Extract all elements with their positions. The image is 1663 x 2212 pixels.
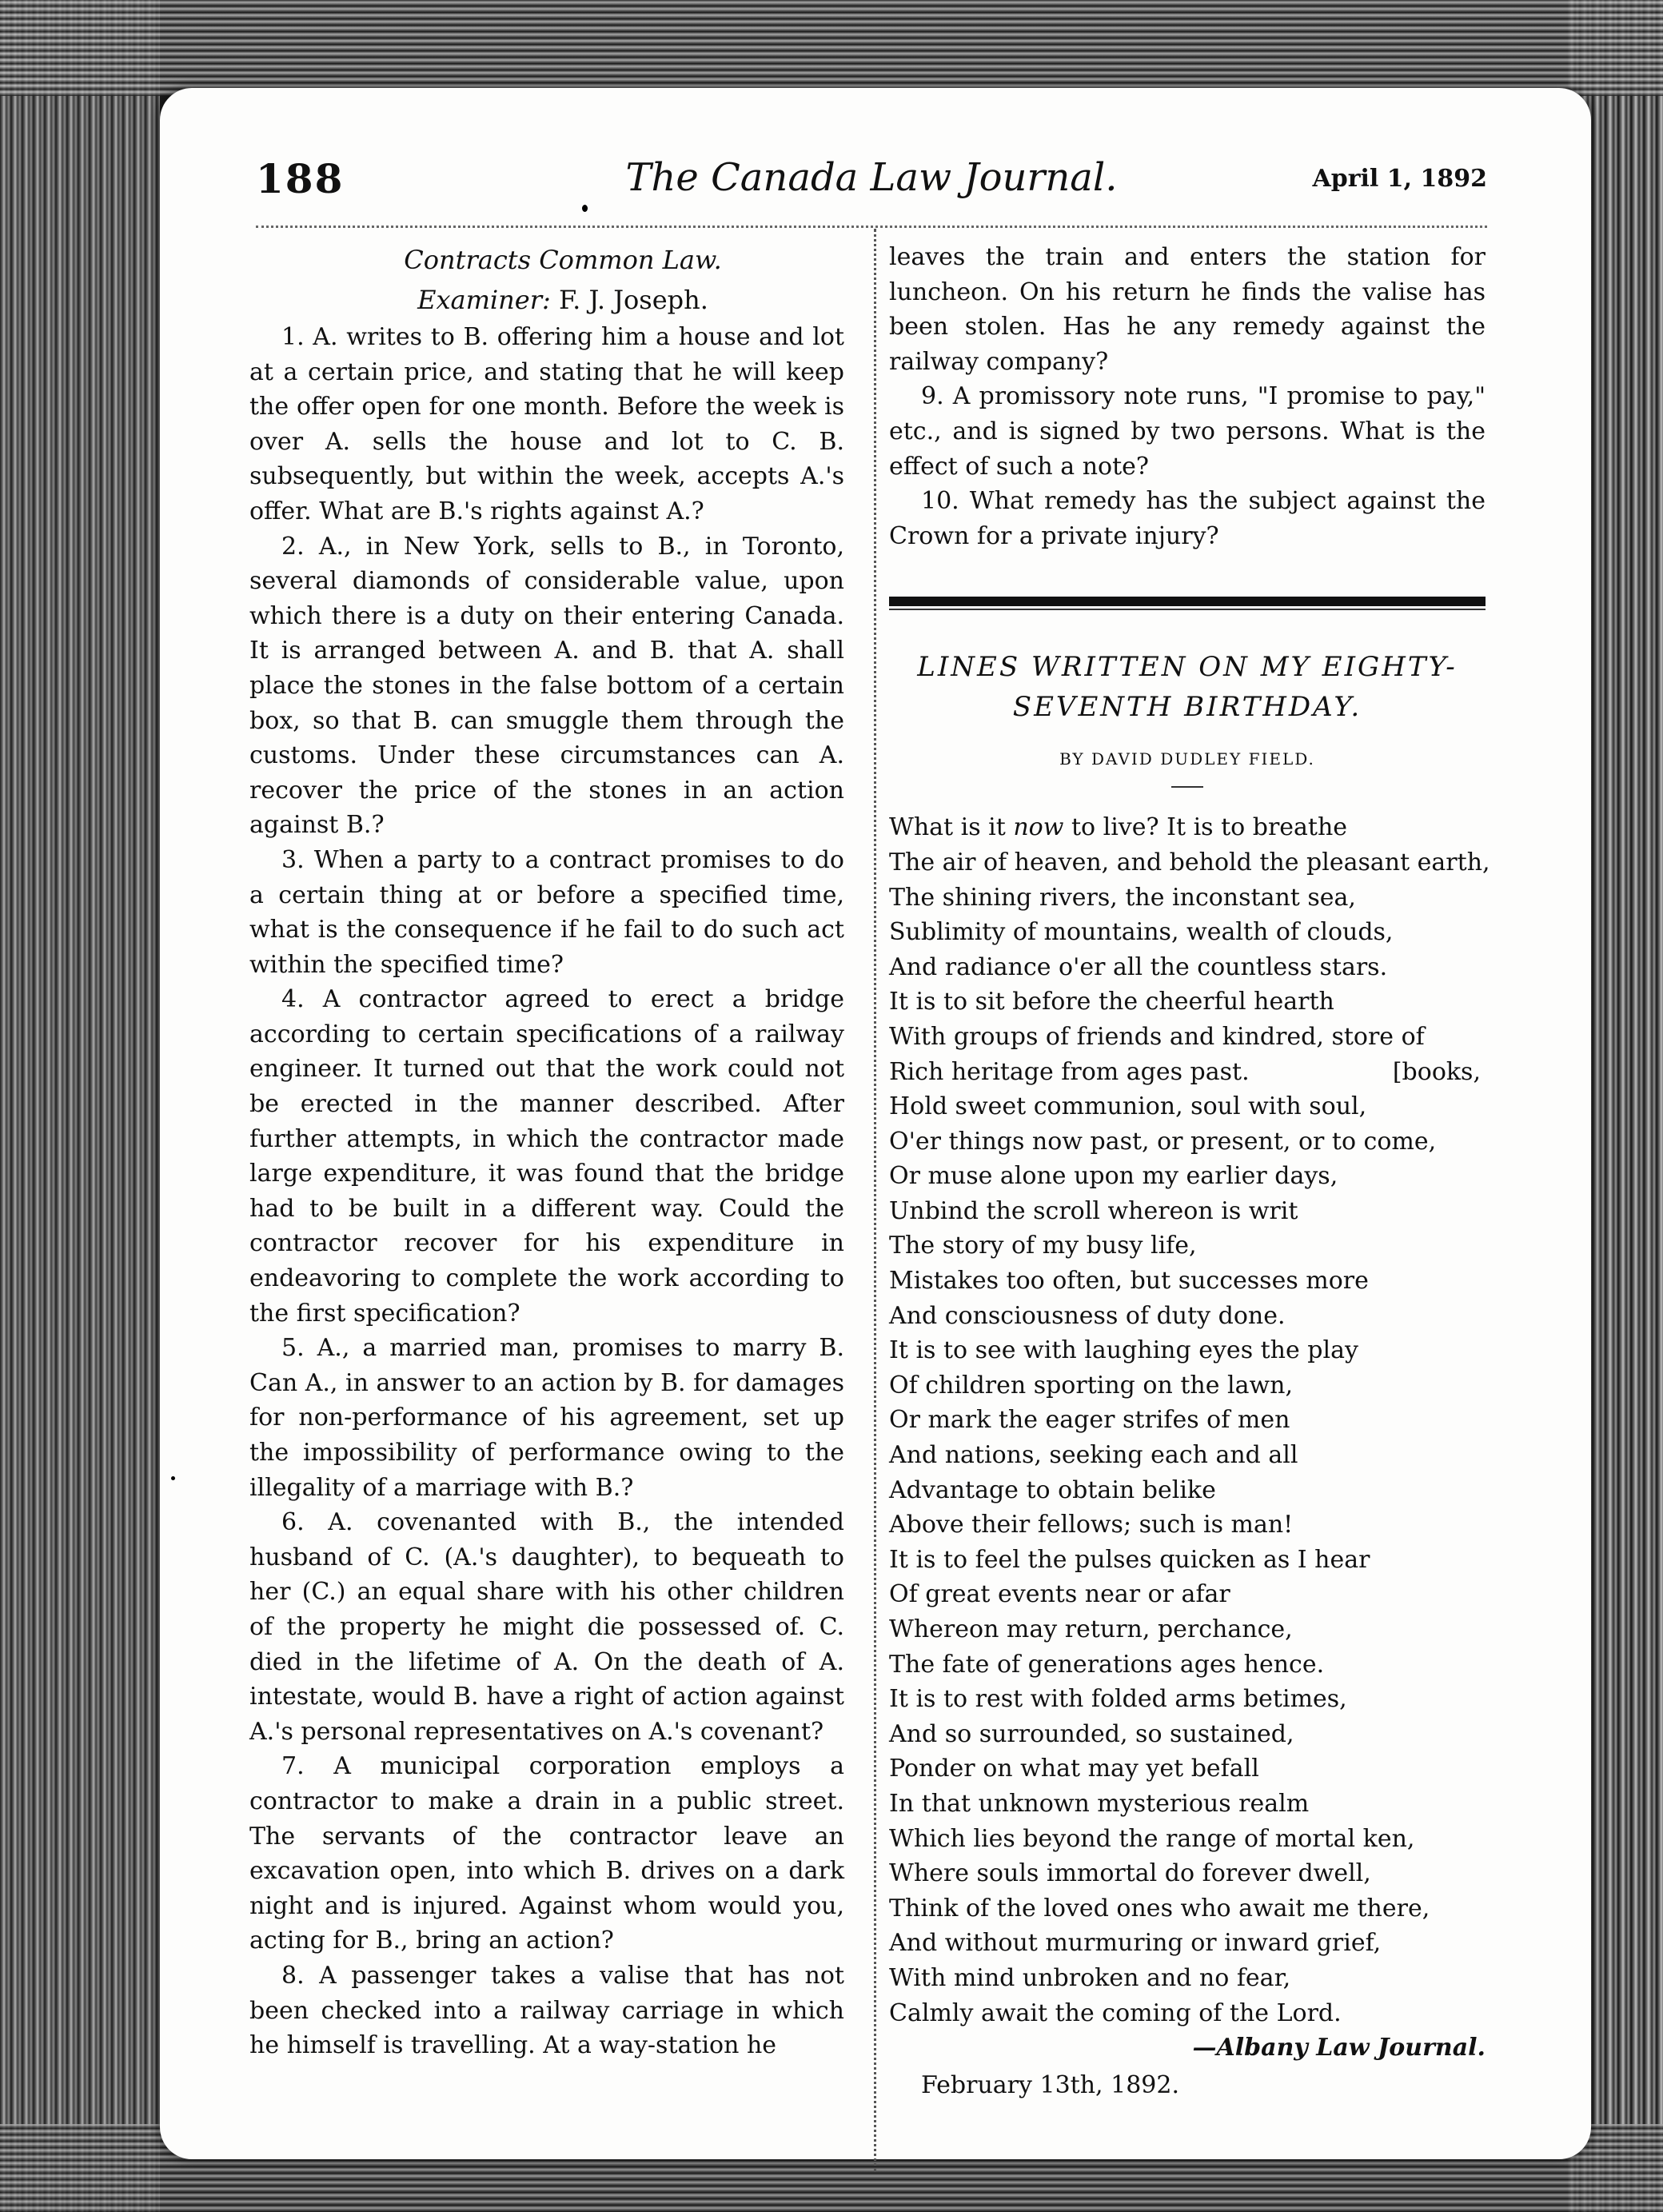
poem-line-1-start: What is it [889, 813, 1014, 842]
poem-line: O'er things now past, or present, or to come, [889, 1127, 1437, 1156]
question-1: 1. A. writes to B. offering him a house and lot at a certain price, and stating that he will keep the offer open for one month. Before the week is over A. sells the house and lot to C. B. subsequently, but within the week, accepts A.'s offer. What are B.'s rights against A.? [249, 323, 844, 525]
poem-line-with-overflow [889, 1055, 1486, 1090]
question-10: 10. What remedy has the subject against the Crown for a private injury? [889, 487, 1486, 550]
ink-speck [171, 1476, 175, 1480]
poem-line [889, 810, 1486, 845]
poem-line: The fate of generations ages hence. [889, 1650, 1325, 1679]
poem-line: Whereon may return, perchance, [889, 1615, 1293, 1643]
question-9: 9. A promissory note runs, "I promise to pay," etc., and is signed by two persons. What is the effect of such a note? [889, 382, 1486, 481]
poem-line: It is to sit before the cheerful hearth [889, 988, 1334, 1016]
poem-dateline: February 13th, 1892. [921, 2070, 1180, 2099]
poem-title-line-1: LINES WRITTEN ON MY EIGHTY- [917, 651, 1458, 684]
poem-line: It is to feel the pulses quicken as I hear [889, 1545, 1370, 1574]
poem-line: It is to rest with folded arms betimes, [889, 1685, 1347, 1714]
examiner-label: Examiner: [417, 285, 551, 315]
poem-byline: BY DAVID DUDLEY FIELD. [1059, 749, 1315, 769]
question-8-continued: leaves the train and enters the station for luncheon. On his return he finds the valise has been stolen. Has he any remedy against the railway company? [889, 243, 1486, 376]
poem-line: Rich heritage from ages past. [889, 1057, 1250, 1086]
poem-line: Calmly await the coming of the Lord. [889, 1998, 1342, 2027]
poem-overflow-word: [books, [1392, 1057, 1481, 1086]
examiner-name: F. J. Joseph. [558, 285, 708, 315]
poem-line: Ponder on what may yet befall [889, 1755, 1259, 1783]
poem-line-1-emphasis: now [1013, 813, 1064, 842]
poem-line: And consciousness of duty done. [889, 1301, 1286, 1330]
question-6: 6. A. covenanted with B., the intended husband of C. (A.'s daughter), to bequeath to her (C.) an equal share with his other children of the property he might die possessed of. C. died in the lifetime of A. On the death of A. intestate, would B. have a right of action against A.'s personal representatives on A.'s covenant? [249, 1508, 844, 1746]
left-column [249, 240, 844, 2063]
byline-rule [1171, 786, 1203, 788]
poem-line: With groups of friends and kindred, store of [889, 1022, 1425, 1051]
poem-line: Sublimity of mountains, wealth of clouds, [889, 918, 1394, 947]
poem-line: Where souls immortal do forever dwell, [889, 1859, 1371, 1888]
poem-line: Mistakes too often, but successes more [889, 1267, 1369, 1296]
issue-date: April 1, 1892 [1312, 165, 1487, 193]
section-separator-thick [889, 597, 1486, 606]
poem-line: Advantage to obtain belike [889, 1475, 1216, 1504]
poem-credit: —Albany Law Journal. [1192, 2034, 1486, 2062]
examiner-line [249, 280, 844, 320]
poem-line: Or mark the eager strifes of men [889, 1406, 1290, 1435]
column-divider [874, 229, 876, 2172]
poem-title-line-2: SEVENTH BIRTHDAY. [1012, 691, 1362, 724]
scan-edge-top [0, 0, 1663, 96]
poem-title [889, 647, 1486, 727]
poem-line: Of great events near or afar [889, 1580, 1230, 1609]
poem-line: The air of heaven, and behold the pleasant earth, [889, 848, 1490, 876]
poem-line: The shining rivers, the inconstant sea, [889, 883, 1356, 912]
poem-line: Which lies beyond the range of mortal ken, [889, 1824, 1415, 1853]
ink-speck [582, 205, 588, 212]
question-3: 3. When a party to a contract promises to do a certain thing at or before a specified time, what is the consequence if he fail to do such act within the specified time? [249, 845, 844, 979]
poem-line: The story of my busy life, [889, 1232, 1197, 1260]
poem-line: It is to see with laughing eyes the play [889, 1336, 1358, 1365]
poem-line: Hold sweet communion, soul with soul, [889, 1092, 1367, 1121]
poem-line: With mind unbroken and no fear, [889, 1963, 1291, 1992]
header-rule [256, 226, 1487, 228]
poem-line-1-end: to live? It is to breathe [1063, 813, 1348, 842]
question-4: 4. A contractor agreed to erect a bridge according to certain specifications of a railway engineer. It turned out that the work could not be erected in the manner described. After further attempts, in which the contractor made large expenditure, it was found that the bridge had to be built in a different way. Could the contractor recover for his expenditure in endeavoring to complete the work according to the first specification? [249, 985, 844, 1328]
page-number: 188 [256, 155, 345, 202]
journal-page [160, 88, 1591, 2159]
page-header [256, 155, 1487, 219]
poem-line: And so surrounded, so sustained, [889, 1719, 1294, 1748]
question-8: 8. A passenger takes a valise that has not been checked into a railway carriage in which he himself is travelling. At a way-station he [249, 1961, 844, 2060]
poem-body [889, 810, 1490, 2030]
question-7: 7. A municipal corporation employs a contractor to make a drain in a public street. The servants of the contractor leave an excavation open, into which B. drives on a dark night and is injured. Against whom would you, acting for B., bring an action? [249, 1752, 844, 1955]
poem-line: Or muse alone upon my earlier days, [889, 1162, 1338, 1191]
section-heading: Contracts Common Law. [404, 245, 722, 275]
poem-line: Of children sporting on the lawn, [889, 1371, 1294, 1399]
scan-edge-left [0, 0, 160, 2212]
question-2: 2. A., in New York, sells to B., in Toronto, several diamonds of considerable value, upon which there is a duty on their entering Canada. It is arranged between A. and B. that A. shall place the stones in the false bottom of a certain box, so that B. can smuggle them through the customs. Under these circumstances can A. recover the price of the stones in an action against B.? [249, 532, 844, 840]
poem-line: And nations, seeking each and all [889, 1441, 1298, 1470]
poem-line: In that unknown mysterious realm [889, 1789, 1310, 1818]
poem-line: And radiance o'er all the countless stars. [889, 952, 1388, 981]
question-5: 5. A., a married man, promises to marry B. Can A., in answer to an action by B. for damages for non-performance of his agreement, set up the impossibility of performance owing to the illegality of a marriage with B.? [249, 1334, 844, 1502]
section-separator-thin [889, 609, 1486, 610]
journal-title: The Canada Law Journal. [625, 155, 1118, 200]
poem-line: Think of the loved ones who await me there, [889, 1894, 1430, 1923]
poem-line: Unbind the scroll whereon is writ [889, 1196, 1298, 1225]
poem-line: Above their fellows; such is man! [889, 1511, 1294, 1539]
poem-line: And without murmuring or inward grief, [889, 1929, 1382, 1958]
right-column [889, 240, 1490, 2106]
